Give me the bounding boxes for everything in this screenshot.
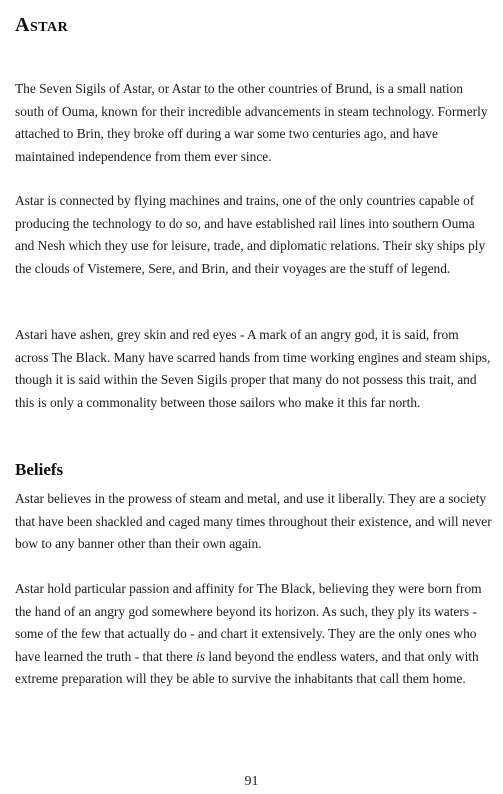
- people-paragraph: Astari have ashen, grey skin and red eyes - A mark of an angry god, it is said, from across The Black. Many have scarred hands from time working engines and steam ships, though it is said within the Seven Sigils proper that many do not possess this trait, and this is only a commonality between those sailors who make it this far north.: [15, 327, 491, 410]
- beliefs-paragraph-2: [15, 578, 493, 691]
- page-title: Astar: [15, 14, 69, 36]
- beliefs-heading: Beliefs: [15, 460, 64, 479]
- page-number: 91: [244, 774, 259, 789]
- intro-paragraph: The Seven Sigils of Astar, or Astar to the other countries of Brund, is a small nation south of Ouma, known for their incredible advancements in steam technology. Formerly attached to Brin, they broke off during a war some two centuries ago, and have maintained independence from them ever since.: [15, 81, 488, 164]
- transport-paragraph: Astar is connected by flying machines and trains, one of the only countries capable of producing the technology to do so, and have established rail lines into southern Ouma and Nesh which they use for leisure, trade, and diplomatic relations. Their sky ships ply the clouds of Vistemere, Sere, and Brin, and their voyages are the stuff of legend.: [15, 193, 486, 276]
- beliefs-paragraph-2-text-end: land beyond the endless waters, and that only with extreme preparation will they be able to survive the inhabitants that call them home.: [15, 648, 479, 686]
- beliefs-paragraph-1: Astar believes in the prowess of steam and metal, and use it liberally. They are a society that have been shackled and caged many times throughout their existence, and will never bow to any banner other than their own again.: [15, 491, 492, 551]
- beliefs-paragraph-2-text-start: Astar hold particular passion and affinity for The Black, believing they were born from the hand of an angry god somewhere beyond its horizon. As such, they ply its waters - some of the few that actually do - and chart it extensively. They are the only ones who have learned the truth - that there: [15, 581, 482, 664]
- beliefs-paragraph-2-emphasis: is: [196, 648, 205, 664]
